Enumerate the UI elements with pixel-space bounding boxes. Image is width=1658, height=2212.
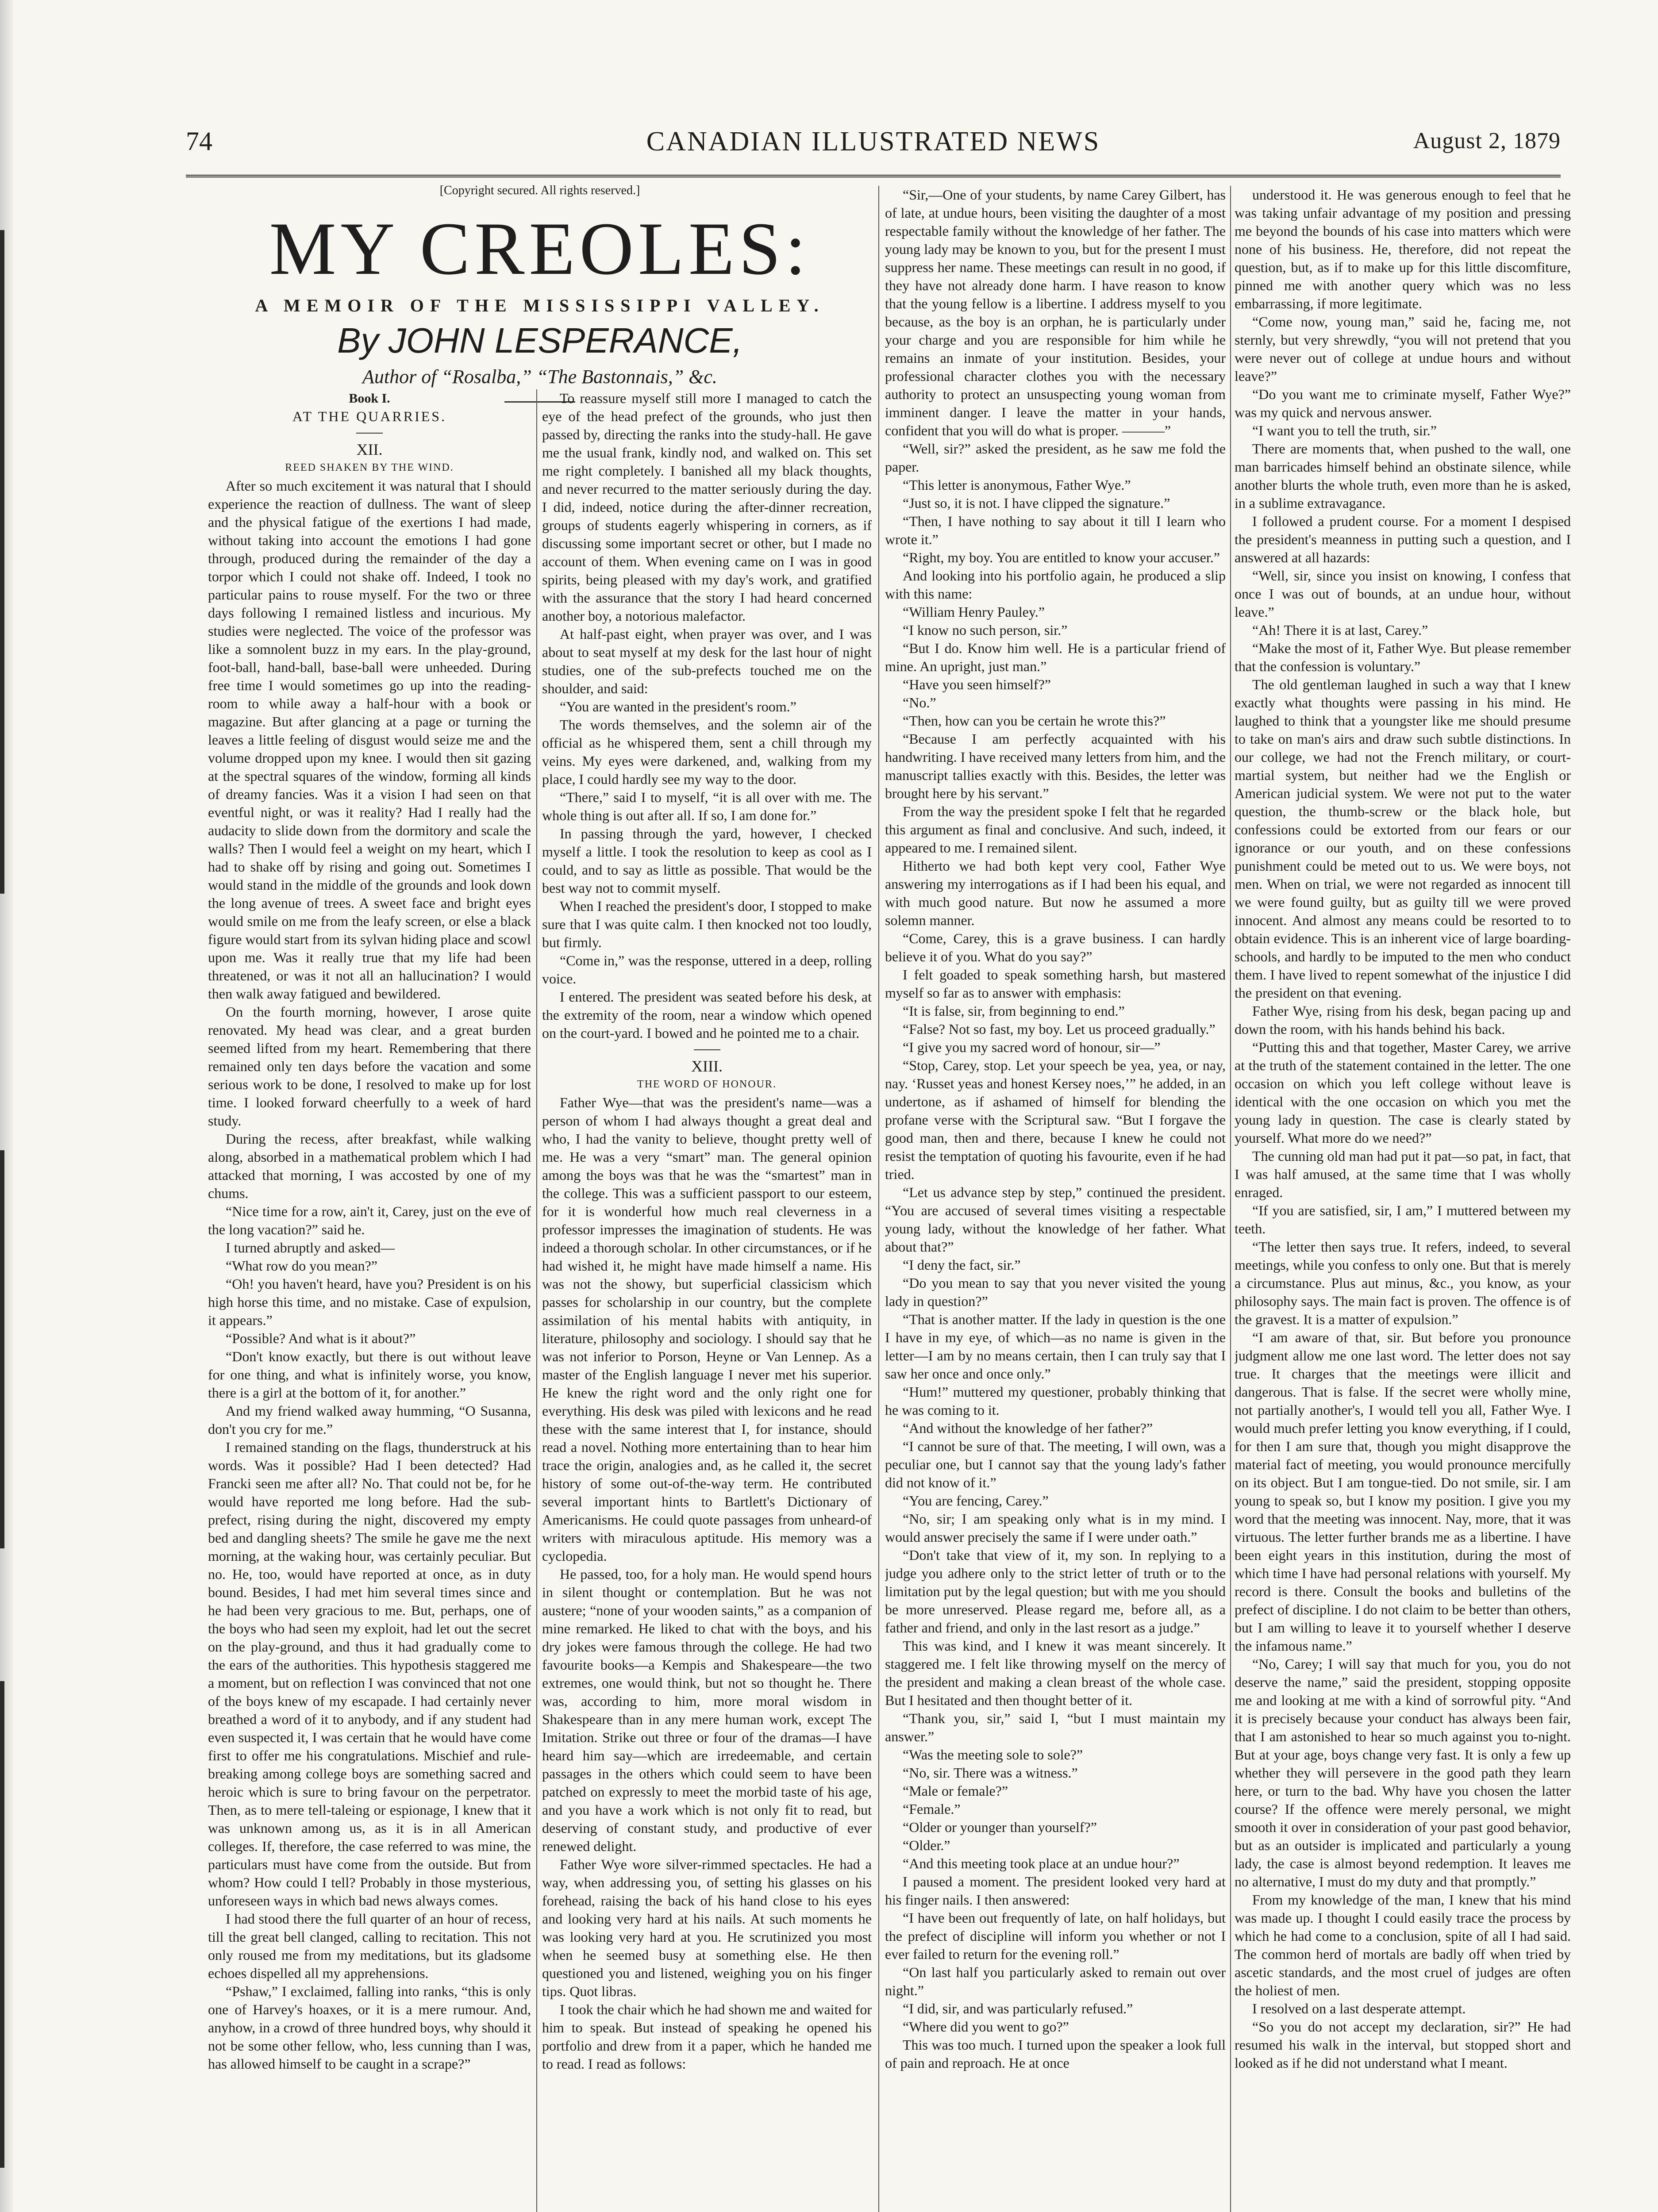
paragraph: The old gentleman laughed in such a way that I knew exactly what thoughts were passing in his mind. He laughed to think that a youngster like me should presume to take on man's airs and draw such subtle distinctions. In our college, we had not the French military, or court-martial system, but neither had we the English or American judicial system. We were not put to the water question, the thumb-screw or the black hole, but confessions could be extorted from our fears or our ignorance or our youth, and on these confessions punishment could be meted out to us. We were boys, not men. When on trial, we were not regarded as innocent till we were found guilty, but as guilty till we were proved innocent. And almost any means could be resorted to to obtain evidence. This is an inherent vice of large boarding-schools, and hardly to be imputed to the men who conduct them. I have lived to repent somewhat of the injustice I did the president on that evening. bbox=[1235, 676, 1571, 1001]
paragraph: “Come, Carey, this is a grave business. I can hardly believe it of you. What do you say?” bbox=[885, 930, 1226, 964]
paragraph: I took the chair which he had shown me and waited for him to speak. But instead of speaking he opened his portfolio and drew from it a paper, which he handed me to read. I read as follows: bbox=[542, 2001, 872, 2072]
paragraph: I entered. The president was seated before his desk, at the extremity of the room, near a window which opened on the court-yard. I bowed and he pointed me to a chair. bbox=[542, 989, 872, 1041]
paragraph: “I know no such person, sir.” bbox=[903, 622, 1068, 638]
paragraph: “But I do. Know him well. He is a particular friend of mine. An upright, just man.” bbox=[885, 640, 1226, 674]
section-rule bbox=[694, 1049, 720, 1050]
paragraph: I paused a moment. The president looked very hard at his finger nails. I then answered: bbox=[885, 1874, 1226, 1908]
scan-edge-mark bbox=[0, 1150, 4, 1548]
paragraph: “Don't take that view of it, my son. In replying to a judge you adhere only to the strict letter of truth or to the limitation put by the legal question; but with me you should be more unreserved. Please regard me, before all, as a father and friend, and only in the last resort as a judge.” bbox=[885, 1547, 1226, 1636]
paragraph: “Come in,” was the response, uttered in a deep, rolling voice. bbox=[542, 952, 872, 987]
scan-edge-mark bbox=[0, 230, 4, 894]
paragraph: “Thank you, sir,” said I, “but I must maintain my answer.” bbox=[885, 1710, 1226, 1744]
paragraph: “No, sir; I am speaking only what is in my mind. I would answer precisely the same if I were under oath.” bbox=[885, 1511, 1226, 1545]
paragraph: “False? Not so fast, my boy. Let us proceed gradually.” bbox=[903, 1021, 1216, 1037]
article-column-4 bbox=[1235, 186, 1571, 2212]
paragraph: “Do you mean to say that you never visited the young lady in question?” bbox=[885, 1275, 1226, 1309]
paragraph: “I cannot be sure of that. The meeting, I will own, was a peculiar one, but I cannot say that the young lady's father did not know of it.” bbox=[885, 1438, 1226, 1490]
part-title: AT THE QUARRIES. bbox=[292, 408, 447, 424]
paragraph: “No.” bbox=[903, 695, 936, 710]
paragraph: “Ah! There it is at last, Carey.” bbox=[1252, 622, 1428, 638]
paragraph: “On last half you particularly asked to remain out over night.” bbox=[885, 1964, 1226, 1998]
paragraph: There are moments that, when pushed to the wall, one man barricades himself behind an obstinate silence, while another blurts the whole truth, even more than he is asked, in a sublime extravagance. bbox=[1235, 441, 1571, 511]
paragraph: “This letter is anonymous, Father Wye.” bbox=[903, 477, 1131, 493]
paragraph: “Well, sir?” asked the president, as he saw me fold the paper. bbox=[885, 441, 1226, 475]
chapter-number: XIII. bbox=[691, 1057, 723, 1075]
paragraph: “I deny the fact, sir.” bbox=[903, 1257, 1021, 1273]
paragraph: “I did, sir, and was particularly refused.” bbox=[903, 2001, 1133, 2016]
paragraph: This was kind, and I knew it was meant sincerely. It staggered me. I felt like throwing myself on the mercy of the president and making a clean breast of the whole case. But I hesitated and then thought better of it. bbox=[885, 1638, 1226, 1708]
column-rule bbox=[1230, 186, 1231, 2212]
paragraph: “Come now, young man,” said he, facing me, not sternly, but very shrewdly, “you will not pretend that you were never out of college at undue hours and without leave?” bbox=[1235, 314, 1571, 384]
paragraph: He passed, too, for a holy man. He would spend hours in silent thought or contemplation. But he was not austere; “none of your wooden saints,” as a companion of mine remarked. He liked to chat with the boys, and his dry jokes were famous through the college. He had two favourite books—a Kempis and Shakespeare—the two extremes, one would think, but not so thought he. There was, according to him, more moral wisdom in Shakespeare than in any mere human work, except The Imitation. Strike out three or four of the dramas—I have heard him say—which are irredeemable, and certain passages in the others which could seem to have been patched on expressly to meet the morbid taste of his age, and you have a work which is not only fit to read, but deserving of constant study, and productive of ever renewed delight. bbox=[542, 1566, 872, 1854]
paragraph: This was too much. I turned upon the speaker a look full of pain and reproach. He at once bbox=[885, 2037, 1226, 2071]
paragraph: “If you are satisfied, sir, I am,” I muttered between my teeth. bbox=[1235, 1202, 1571, 1237]
paragraph: I turned abruptly and asked— bbox=[226, 1240, 395, 1256]
paragraph: “The letter then says true. It refers, indeed, to several meetings, while you confess to only one. But that is merely a circumstance. Plus aut minus, &c., you know, as your philosophy says. The main fact is proven. The offence is of the gravest. It is a matter of expulsion.” bbox=[1235, 1239, 1571, 1327]
paragraph: “So you do not accept my declaration, sir?” He had resumed his walk in the interval, but stopped short and looked as if he did not understand what I meant. bbox=[1235, 2019, 1571, 2071]
paragraph: “William Henry Pauley.” bbox=[903, 604, 1045, 620]
paragraph: “It is false, sir, from beginning to end.” bbox=[903, 1003, 1125, 1019]
paragraph: “Putting this and that together, Master Carey, we arrive at the truth of the statement contained in the letter. The one occasion on which you left college without leave is identical with the one occasion on which you met the young lady in question. The case is clearly stated by yourself. What more do we need?” bbox=[1235, 1039, 1571, 1146]
paragraph: “Have you seen himself?” bbox=[903, 676, 1051, 692]
chapter-number: XII. bbox=[356, 441, 383, 458]
paragraph: “You are wanted in the president's room.” bbox=[560, 699, 796, 714]
paragraph: The words themselves, and the solemn air of the official as he whispered them, sent a chill through my veins. My eyes were darkened, and, walking from my place, I could hardly see my way to the door. bbox=[542, 717, 872, 787]
paragraph: At half-past eight, when prayer was over, and I was about to seat myself at my desk for the last hour of night studies, one of the sub-prefects touched me on the shoulder, and said: bbox=[542, 626, 872, 696]
column-rule bbox=[536, 389, 537, 2212]
paragraph: “Right, my boy. You are entitled to know your accuser.” bbox=[903, 549, 1220, 565]
paragraph: I remained standing on the flags, thunderstruck at his words. Was it possible? Had I been detected? Had Francki seen me after all? No. That could not be, for he would have reported me long before. Had the sub-prefect, rising during the night, discovered my empty bed and dangling sheets? The smile he gave me the next morning, at the waking hour, was certainly peculiar. But no. He, too, would have reported at once, as in duty bound. Besides, I had met him several times since and he had been very gracious to me. But, perhaps, one of the boys who had seen my exploit, had let out the secret on the play-ground, and thus it had gradually come to the ears of the authorities. This hypothesis staggered me a moment, but on reflection I was convinced that not one of the boys knew of my escapade. I had certainly never breathed a word of it to anybody, and if any student had even suspected it, I was certain that he would have come first to offer me his congratulations. Mischief and rule-breaking among college boys are something sacred and heroic which is sure to bring favour on the perpetrator. Then, as to mere tell-taleing or espionage, I knew that it was unknown among us, as it is in all American colleges. If, therefore, the case referred to was mine, the particulars must have come from the outside. But from whom? How could I tell? Probably in those mysterious, unforeseen ways in which bad news always comes. bbox=[208, 1439, 531, 1909]
paragraph: “Then, how can you be certain he wrote this?” bbox=[903, 713, 1166, 729]
paragraph: “Male or female?” bbox=[903, 1783, 1008, 1799]
article-column-1 bbox=[208, 389, 531, 2212]
book-label: Book I. bbox=[349, 391, 390, 406]
paragraph: I resolved on a last desperate attempt. bbox=[1252, 2001, 1466, 2016]
paragraph: On the fourth morning, however, I arose quite renovated. My head was clear, and a great burden seemed lifted from my heart. Remembering that there remained only ten days before the vacation and some serious work to be done, I resolved to make up for lost time. I looked forward cheerfully to a week of hard study. bbox=[208, 1004, 531, 1129]
story-header bbox=[208, 184, 872, 403]
paragraph: During the recess, after breakfast, while walking along, absorbed in a mathematical problem which I had attacked that morning, I was accosted by one of my chums. bbox=[208, 1131, 531, 1201]
paragraph: Father Wye, rising from his desk, began pacing up and down the room, with his hands behind his back. bbox=[1235, 1003, 1571, 1037]
paragraph: “That is another matter. If the lady in question is the one I have in my eye, of which—as no name is given in the letter—I am by no means certain, then I can truly say that I saw her once and once only.” bbox=[885, 1311, 1226, 1382]
paragraph: When I reached the president's door, I stopped to make sure that I was quite calm. I then knocked not too loudly, but firmly. bbox=[542, 898, 872, 950]
paragraph: “Make the most of it, Father Wye. But please remember that the confession is voluntary.” bbox=[1235, 640, 1571, 674]
paragraph: “You are fencing, Carey.” bbox=[903, 1493, 1049, 1509]
paragraph: “Then, I have nothing to say about it till I learn who wrote it.” bbox=[885, 513, 1226, 547]
paragraph: In passing through the yard, however, I checked myself a little. I took the resolution to keep as cool as I could, and to say as little as possible. That would be the best way not to commit myself. bbox=[542, 826, 872, 896]
paragraph: From my knowledge of the man, I knew that his mind was made up. I thought I could easily trace the process by which he had come to a conclusion, spite of all I had said. The common herd of mortals are badly off when tried by ascetic standards, and the most cruel of judges are often the holiest of men. bbox=[1235, 1892, 1571, 1998]
newspaper-name: CANADIAN ILLUSTRATED NEWS bbox=[646, 127, 1100, 157]
article-column-3 bbox=[885, 186, 1226, 2212]
chapter-title: REED SHAKEN BY THE WIND. bbox=[285, 462, 454, 473]
paragraph: “No, sir. There was a witness.” bbox=[903, 1765, 1078, 1781]
paragraph: From the way the president spoke I felt that he regarded this argument as final and conclusive. And such, indeed, it appeared to me. I remained silent. bbox=[885, 803, 1226, 856]
paragraph: “No, Carey; I will say that much for you, you do not deserve the name,” said the president, stopping opposite me and looking at me with a kind of sorrowful pity. “And it is precisely because your conduct has always been fair, that I am astonished to hear so much against you to-night. But at your age, boys change very fast. It is only a few up whether they will persevere in the good path they learn here, or turn to the bad. Why have you chosen the latter course? If the offence were merely personal, we might smooth it over in consideration of your past good behavior, but as an outsider is implicated and particularly a young lady, the case is almost beyond redemption. It leaves me no alternative, I must do my duty and that promptly.” bbox=[1235, 1656, 1571, 1889]
paragraph: To reassure myself still more I managed to catch the eye of the head prefect of the grounds, who just then passed by, directing the ranks into the study-hall. He gave me the usual frank, kindly nod, and walked on. This set me right completely. I banished all my black thoughts, and never recurred to the matter seriously during the day. I did, indeed, notice during the after-dinner recreation, groups of students eagerly whispering in corners, as if discussing some important secret or other, but I made no account of them. When evening came on I was in good spirits, being pleased with my day's work, and gratified with the assurance that the story I had heard concerned another boy, a notorious malefactor. bbox=[542, 390, 872, 624]
paragraph: “Pshaw,” I exclaimed, falling into ranks, “this is only one of Harvey's hoaxes, or it is a mere rumour. And, anyhow, in a crowd of three hundred boys, why should it not be some other fellow, who, less cunning than I was, has allowed himself to be caught in a scrape?” bbox=[208, 1983, 531, 2072]
paragraph: “Let us advance step by step,” continued the president. “You are accused of several times visiting a respectable young lady, without the knowledge of her father. What about that?” bbox=[885, 1184, 1226, 1255]
paragraph: Hitherto we had both kept very cool, Father Wye answering my interrogations as if I had been his equal, and with much good nature. But now he assumed a more solemn manner. bbox=[885, 858, 1226, 928]
paragraph: And looking into his portfolio again, he produced a slip with this name: bbox=[885, 568, 1226, 602]
paragraph: “Do you want me to criminate myself, Father Wye?” was my quick and nervous answer. bbox=[1235, 386, 1571, 420]
paragraph: “Where did you went to go?” bbox=[903, 2019, 1069, 2035]
paragraph: “Older or younger than yourself?” bbox=[903, 1819, 1097, 1835]
paragraph: “I have been out frequently of late, on half holidays, but the prefect of discipline will inform you whether or not I ever failed to return for the evening roll.” bbox=[885, 1910, 1226, 1962]
paragraph: “Well, sir, since you insist on knowing, I confess that once I was out of bounds, at an undue hour, without leave.” bbox=[1235, 568, 1571, 620]
paragraph-group bbox=[208, 477, 531, 2073]
paragraph: “Because I am perfectly acquainted with his handwriting. I have received many letters from him, and the manuscript tallies exactly with this. Besides, the letter was brought here by his servant.” bbox=[885, 731, 1226, 801]
paragraph: I followed a prudent course. For a moment I despised the president's meanness in putting such a question, and I answered at all hazards: bbox=[1235, 513, 1571, 565]
paragraph: “Don't know exactly, but there is out without leave for one thing, and what is infinitely worse, you know, there is a girl at the bottom of it, for another.” bbox=[208, 1348, 531, 1401]
column-rule bbox=[878, 186, 879, 2212]
paragraph: “I give you my sacred word of honour, sir—” bbox=[903, 1039, 1161, 1055]
paragraph: understood it. He was generous enough to feel that he was taking unfair advantage of my position and pressing me beyond the bounds of his case into matters which were none of his business. He, therefore, did not repeat the question, but, as if to make up for this little discomfiture, pinned me with another query which was no less embarrassing, if more legitimate. bbox=[1235, 187, 1571, 311]
section-rule bbox=[356, 433, 383, 434]
paragraph: “Was the meeting sole to sole?” bbox=[903, 1747, 1083, 1763]
article-column-2 bbox=[542, 389, 872, 2212]
paragraph: I had stood there the full quarter of an hour of recess, till the great bell clanged, calling to recitation. This not only roused me from my meditations, but its gladsome echoes dispelled all my apprehensions. bbox=[208, 1911, 531, 1981]
copyright-notice: [Copyright secured. All rights reserved.] bbox=[439, 184, 640, 197]
paragraph: “I am aware of that, sir. But before you pronounce judgment allow me one last word. The letter does not say true. It charges that the meetings were illicit and dangerous. That is false. If the secret were wholly mine, not partially another's, I would tell you all, Father Wye. I would much prefer letting you know everything, if I could, for then I am sure that, though you might disapprove the material fact of meeting, you would pronounce mercifully on its object. But I am tongue-tied. Do not smile, sir. I am young to speak so, but I know my position. I give you my word that the meeting was innocent. Nay, more, that it was virtuous. The letter further brands me as a libertine. I have been eight years in this institution, during the most of which time I have had personal relations with yourself. My record is there. Consult the books and bulletins of the prefect of discipline. I do not claim to be better than others, but I am willing to leave it to yourself whether I deserve the infamous name.” bbox=[1235, 1329, 1571, 1654]
masthead bbox=[186, 122, 1561, 177]
paragraph: “What row do you mean?” bbox=[226, 1258, 377, 1274]
paragraph-group bbox=[1235, 186, 1571, 2072]
paragraph: “And this meeting took place at an undue hour?” bbox=[903, 1855, 1180, 1871]
story-title: MY CREOLES: bbox=[269, 207, 811, 290]
paragraph: “Sir,—One of your students, by name Carey Gilbert, has of late, at undue hours, been visiting the daughter of a most respectable family without the knowledge of her father. The young lady may be known to you, but for the present I must suppress her name. These meetings can result in no good, if they have not already done harm. I have reason to know that the young fellow is a libertine. I address myself to you because, as the boy is an orphan, he is particularly under your charge and you are responsible for him while he remains an inmate of your institution. Besides, your professional character clothes you with the necessary authority to protect an unsuspecting young woman from imminent danger. I leave the matter in your hands, confident that you will do what is proper. ———” bbox=[885, 187, 1226, 438]
paragraph: “Nice time for a row, ain't it, Carey, just on the eve of the long vacation?” said he. bbox=[208, 1203, 531, 1237]
scan-edge-mark bbox=[0, 1681, 4, 2168]
paragraph: “I want you to tell the truth, sir.” bbox=[1252, 422, 1437, 438]
paragraph: “Possible? And what is it about?” bbox=[226, 1330, 416, 1346]
paragraph: “There,” said I to myself, “it is all over with me. The whole thing is out after all. If so, I am done for.” bbox=[542, 789, 872, 823]
paragraph: The cunning old man had put it pat—so pat, in fact, that I was half amused, at the same time that I was wholly enraged. bbox=[1235, 1148, 1571, 1200]
paragraph: After so much excitement it was natural that I should experience the reaction of dullness. The want of sleep and the physical fatigue of the exertions I had made, without taking into account the emotions I had gone through, produced during the remainder of the day a torpor which I could not shake off. Indeed, I took no particular pains to rouse myself. For the two or three days following I remained listless and incurious. My studies were neglected. The voice of the professor was like a somnolent buzz in my ears. In the play-ground, foot-ball, hand-ball, base-ball were unheeded. During free time I would sometimes go up into the reading-room to while away a half-hour with a book or magazine. But after glancing at a page or turning the leaves a little feeling of disgust would seize me and the volume dropped upon my knee. I would then sit gazing at the spectral squares of the window, forming all kinds of dreamy fancies. Was it a vision I had seen on that eventful night, or was it reality? Had I really had the audacity to slide down from the dormitory and scale the walls? Then I would feel a weight on my heart, which I had to shake off by rising and going out. Sometimes I would stand in the middle of the grounds and look down the long avenue of trees. A sweet face and bright eyes would smile on me from the leafy screen, or else a black figure would start from its sylvan hiding place and scowl upon me. Was it really true that my life had been threatened, or was it not all an hallucination? I would then walk away fatigued and bewildered. bbox=[208, 478, 531, 1002]
chapter-title: THE WORD OF HONOUR. bbox=[637, 1079, 777, 1090]
paragraph: “Female.” bbox=[903, 1801, 961, 1817]
author-works: Author of “Rosalba,” “The Bastonnais,” &c. bbox=[362, 366, 717, 388]
paragraph: “Hum!” muttered my questioner, probably thinking that he was coming to it. bbox=[885, 1384, 1226, 1418]
page-number: 74 bbox=[186, 127, 212, 156]
author-byline: By JOHN LESPERANCE, bbox=[337, 321, 742, 360]
paragraph: Father Wye wore silver-rimmed spectacles. He had a way, when addressing you, of setting his glasses on his forehead, raising the back of his hand close to his eyes and looking very hard at his nails. At such moments he was looking very hard at you. He scrutinized you most when he seemed busy at something else. He then questioned you and listened, weighing you on his finger tips. Quot libras. bbox=[542, 1856, 872, 1999]
paragraph-group bbox=[542, 1094, 872, 2073]
paragraph: Father Wye—that was the president's name—was a person of whom I had always thought a great deal and who, I had the vanity to believe, thought pretty well of me. He was a very “smart” man. The general opinion among the boys was that he was the “smartest” man in the college. This was a sufficient passport to our esteem, for it is wonderful how much real cleverness in a professor impresses the imagination of students. He was indeed a thorough scholar. In other circumstances, or if he had wished it, he might have made himself a name. His was not the showy, but superficial classicism which passes for scholarship in our country, but the complete assimilation of his mental habits with antiquity, in literature, philosophy and sociology. I should say that he was not inferior to Porson, Heyne or Van Lennep. As a master of the English language I never met his superior. He knew the right word and the only right one for everything. His desk was piled with lexicons and he read these with the same interest that I, for instance, should read a novel. Nothing more entertaining than to hear him trace the origin, analogies and, as he called it, the secret history of some out-of-the-way term. He contributed several important hints to Bartlett's Dictionary of Americanisms. He could quote passages from unheard-of writers with miraculous aptitude. His memory was a cyclopedia. bbox=[542, 1094, 872, 1564]
paragraph-group bbox=[542, 389, 872, 1042]
paragraph-group bbox=[885, 186, 1226, 2072]
paragraph: “Just so, it is not. I have clipped the signature.” bbox=[903, 495, 1170, 511]
paragraph: “Older.” bbox=[903, 1837, 950, 1853]
paragraph: “Oh! you haven't heard, have you? President is on his high horse this time, and no mistake. Case of expulsion, it appears.” bbox=[208, 1276, 531, 1328]
story-subtitle: A MEMOIR OF THE MISSISSIPPI VALLEY. bbox=[255, 296, 825, 315]
paragraph: “And without the knowledge of her father?” bbox=[903, 1420, 1153, 1436]
paragraph: And my friend walked away humming, “O Susanna, don't you cry for me.” bbox=[208, 1403, 531, 1437]
paragraph: “Stop, Carey, stop. Let your speech be yea, yea, or nay, nay. ‘Russet yeas and honest Kersey noes,’” he added, in an undertone, as if ashamed of himself for blending the profane verse with the Scriptural saw. “But I forgave the good man, then and there, because I knew he could not resist the temptation of quoting his favourite, even if he had tried. bbox=[885, 1057, 1226, 1182]
issue-date: August 2, 1879 bbox=[1413, 128, 1561, 154]
paragraph: I felt goaded to speak something harsh, but mastered myself so far as to answer with emphasis: bbox=[885, 967, 1226, 1001]
